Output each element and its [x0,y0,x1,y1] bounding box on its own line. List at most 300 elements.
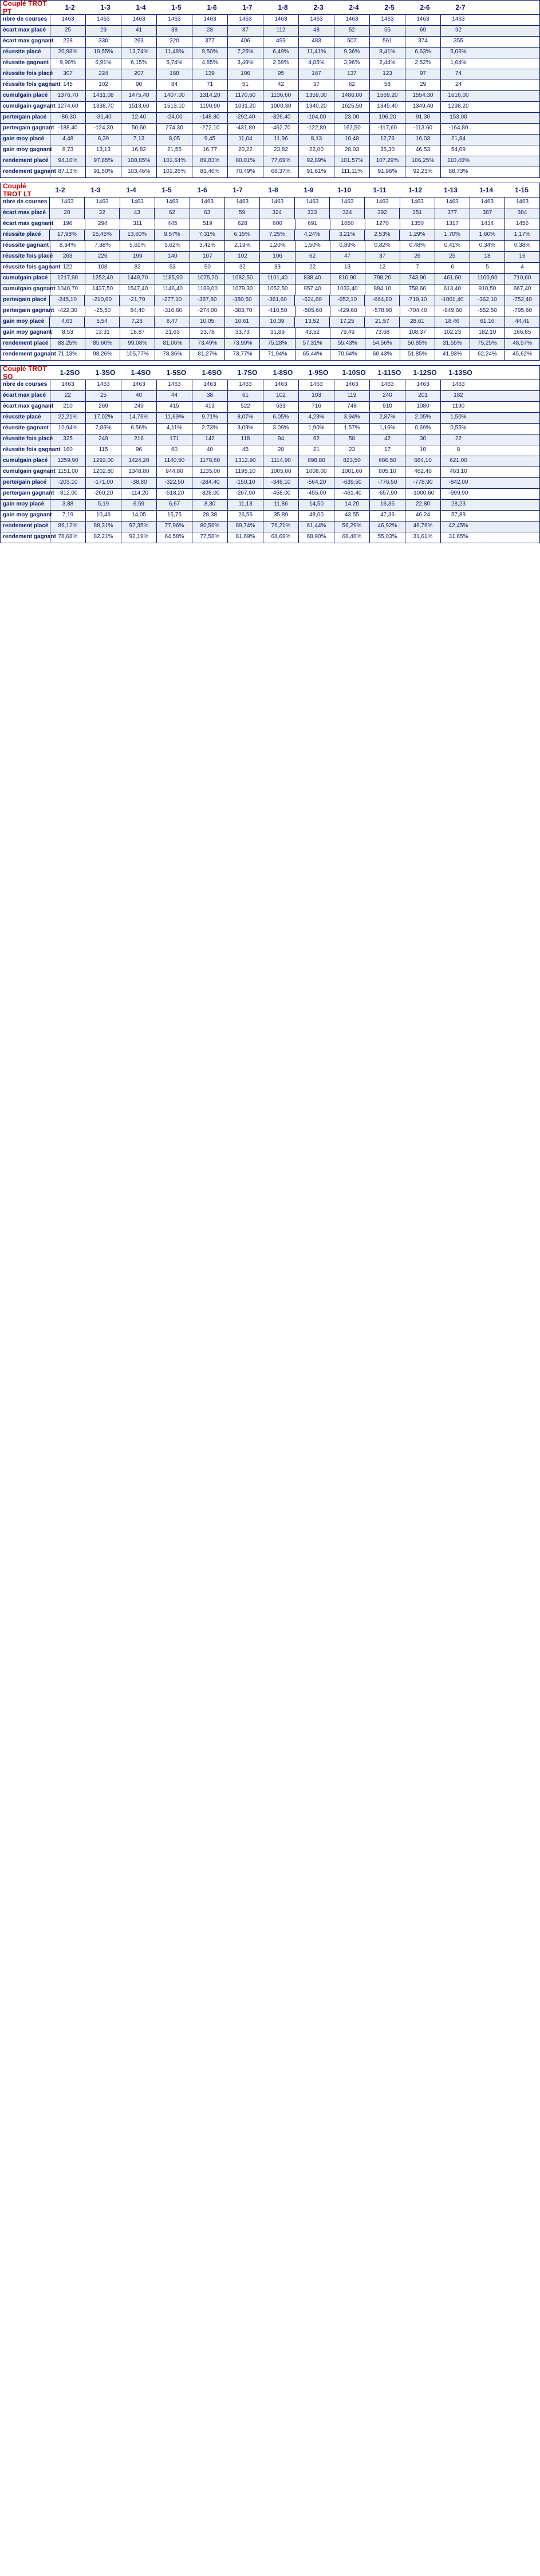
table-cell: 1463 [470,197,504,208]
table-cell: 14,50 [298,500,334,510]
table-cell: 102,23 [435,328,470,338]
table-cell: 21,63 [155,328,190,338]
table-cell: 216 [121,434,156,445]
table-cell: 20 [49,208,84,219]
section-title: Couplé TROT PT [3,0,47,15]
table-cell: 48 [298,26,334,36]
table-cell: 92,19% [121,532,156,543]
table-cell: 1463 [155,197,190,208]
table-cell: 5,54 [84,317,119,327]
table-cell: 1170,60 [227,91,263,101]
table-cell: 16,03 [405,135,440,145]
table-cell: 9,45 [192,135,227,145]
table-cell: -778,90 [405,478,440,488]
table-cell: -21,70 [119,295,154,306]
table-cell: 42 [263,80,298,90]
table-cell: 415 [156,402,192,412]
table-cell: 838,40 [295,274,330,284]
table-cell: 38 [192,391,227,401]
table-cell: 1101,40 [259,274,294,284]
row-label: réussite placé [3,49,41,55]
table-cell: 10,94% [50,424,85,434]
table-cell: -422,30 [50,306,85,317]
table-cell: 1463 [49,197,84,208]
table-cell: 48,57% [504,339,539,349]
table-cell: 31,89 [259,328,294,338]
table-cell: 103,46% [121,167,156,177]
table-cell: 50,85% [400,339,435,349]
row-label: gain moy placé [3,501,45,507]
table-cell: 1434 [470,219,504,230]
table-cell: 1052,50 [259,285,294,295]
table-cell: 8,05 [156,135,192,145]
table-cell: 1312,90 [227,456,263,467]
table-cell: 13,52 [294,317,329,327]
table-cell: 15,75 [156,511,192,521]
table-cell: -274,00 [190,306,224,317]
table-cell: 70,64% [330,350,365,360]
table-cell: -429,60 [330,306,365,317]
table-cell: 17 [369,445,405,456]
table-cell: 97 [405,69,440,80]
table-cell: 1475,40 [121,91,156,101]
table-cell: 1135,00 [192,467,227,477]
table-cell: 90 [121,80,156,90]
table-cell: 11,86 [263,500,298,510]
table-cell: 32 [224,263,259,273]
row-label: cumulgain placé [3,275,48,281]
table-cell: 743,90 [400,274,435,284]
table-cell: 92 [440,26,476,36]
row-label: écart max placé [3,392,46,398]
table-cell: 691 [295,219,330,230]
column-header: 1-9SO [308,369,329,377]
column-header: 1-15 [514,186,529,194]
table-cell: 1463 [156,380,192,390]
table-cell: 54,09 [440,145,476,156]
table-row [1,208,539,219]
table-cell: 19,55% [85,48,121,58]
table-cell: 18,46 [435,317,470,327]
table-cell: -188,40 [50,124,85,134]
row-label: nbre de courses [3,381,48,388]
table-cell: 5,06% [440,48,476,58]
table-cell: 7,13 [121,135,156,145]
table-cell: 51 [227,80,263,90]
table-cell: 1463 [259,197,294,208]
table-cell: 1463 [400,197,435,208]
table-cell: 1252,40 [85,274,120,284]
column-header: 2-6 [420,3,430,11]
table-cell: 47,36 [369,511,405,521]
table-cell: 249 [121,402,156,412]
section-header [0,0,540,14]
table-cell: 60 [156,445,192,456]
table-cell: 1298,20 [440,102,476,112]
table-cell: -431,80 [227,124,263,134]
row-label: nbre de courses [3,199,48,205]
table-cell: 68,46% [334,532,369,543]
table-cell: 7 [400,263,435,273]
row-label: cumulgain gagnant [3,103,56,109]
table-cell: 1463 [227,380,263,390]
table-cell: -24,00 [156,113,192,123]
table-cell: -104,00 [298,113,334,123]
table-cell: 2,44% [369,58,405,69]
table-row [1,145,539,156]
table-cell: 1340,20 [298,102,334,112]
table-cell: 4,23% [298,413,334,423]
table-cell: 0,89% [330,241,365,251]
table-cell: 81,06% [155,339,190,349]
table-cell: 11,41% [298,48,334,58]
table-cell: 1463 [224,197,259,208]
table-row [1,434,539,445]
table-cell: 92,23% [405,167,440,177]
table-cell: 1463 [405,15,440,25]
column-headers [52,369,539,377]
table-cell: 1,57% [334,424,369,434]
table-cell: 1274,60 [50,102,85,112]
column-header: 1-7 [242,3,253,11]
table-cell: 20,98% [50,48,85,58]
table-row [1,423,539,434]
table-cell: 6,39 [85,135,121,145]
table-cell: 406 [227,37,263,47]
table-cell: 1463 [84,197,119,208]
column-header: 1-8SO [273,369,293,377]
table-cell: 62 [154,208,189,219]
table-cell: 69 [405,26,440,36]
table-cell: 91,96% [369,167,405,177]
table-cell: -518,20 [156,489,192,499]
table-cell: 78,68% [50,532,85,543]
table-cell: 7,38% [85,241,120,251]
table-cell: -272,10 [192,124,227,134]
table-cell: 1625,50 [334,102,369,112]
table-cell: 71,13% [50,350,85,360]
table-cell: 1463 [334,380,369,390]
table-cell: -795,60 [504,306,539,317]
table-cell: 1569,20 [369,91,405,101]
table-cell: 823,50 [334,456,369,467]
table-cell: 710,60 [504,274,539,284]
row-label: écart max placé [3,210,46,216]
table-cell: 115 [85,445,121,456]
table-cell: 50 [190,263,224,273]
table-cell: 86,12% [50,521,85,532]
table-row [1,47,539,58]
table-cell: 80,56% [192,521,227,532]
table-cell: 8,34% [50,241,85,251]
table-cell: 22 [295,263,330,273]
table-cell: 37 [365,252,400,262]
table-cell: 1114,90 [263,456,298,467]
table-cell: 37 [298,80,334,90]
row-label: rendement gagnant [3,168,56,175]
table-cell: 79,49 [330,328,365,338]
table-cell: 106,25% [405,156,440,167]
table-row [1,167,539,177]
table-cell: 21,84 [440,135,476,145]
table-cell: 6,67 [156,500,192,510]
table-cell: 1,50% [440,413,476,423]
table-cell: 3,09% [227,424,263,434]
table-cell: 22,80 [405,500,440,510]
table-cell: 898,80 [298,456,334,467]
table-cell: 1463 [50,15,85,25]
table-cell: 168 [156,69,192,80]
table-cell: 11,04 [227,135,263,145]
table-cell: 91,61% [298,167,334,177]
table-cell: 0,34% [470,241,504,251]
table-cell: 4,11% [156,424,192,434]
table-cell: 77,96% [156,521,192,532]
table-cell: 25 [435,252,470,262]
table-cell: 1259,90 [50,456,85,467]
table-cell: 1463 [190,197,224,208]
table-cell: 13,60% [119,230,154,240]
table-cell: 1463 [294,197,329,208]
table-cell: 8,30 [192,500,227,510]
table-cell: 75,25% [470,339,504,349]
table-row [1,80,539,90]
table-row [1,532,539,543]
table-cell: -25,50 [85,306,120,317]
table-cell: 1456 [504,219,539,230]
table-cell: 1190 [440,402,476,412]
table-cell: 4,85% [298,58,334,69]
table-cell: -842,00 [440,478,476,488]
table-cell: 805,10 [369,467,405,477]
table-cell: 81,40% [192,167,227,177]
table-cell: 445 [155,219,190,230]
table-cell: 387 [470,208,504,219]
table-cell: 6,05% [263,413,298,423]
table-row [1,156,539,167]
table-cell: 1136,60 [263,91,298,101]
table-cell: 1178,60 [192,456,227,467]
table-cell: 333 [294,208,329,219]
table-cell: 561 [369,37,405,47]
table-cell: 23,78 [190,328,224,338]
table-cell: 153,00 [440,113,476,123]
table-cell: 392 [364,208,399,219]
table-cell: 28,23 [440,500,476,510]
table-cell: 3,94% [334,413,369,423]
table-cell: 20,22 [227,145,263,156]
table-cell: 1424,20 [121,456,156,467]
table-cell: 324 [329,208,364,219]
table-cell: 71,94% [259,350,294,360]
table-cell: 97,35% [121,521,156,532]
table-cell: 13 [330,263,365,273]
table-cell: 171 [156,434,192,445]
table-cell: 23,00 [334,113,369,123]
table-cell: 139 [192,69,227,80]
table-cell: 8 [440,445,476,456]
table-cell: -719,10 [399,295,434,306]
table-cell: 1345,40 [369,102,405,112]
table-cell: 0,82% [365,241,400,251]
table-cell: 96 [121,445,156,456]
table-cell: 330 [85,37,121,47]
table-cell: 94,10% [50,156,85,167]
column-header: 1-5 [171,3,182,11]
table-cell: 51,85% [400,350,435,360]
table-cell: 61,44% [298,521,334,532]
table-cell: 1,60% [470,230,504,240]
row-label: rendement gagnant [3,534,56,540]
table-cell: 1449,70 [120,274,155,284]
row-label: rendement placé [3,523,49,529]
table-cell: 35,30 [369,145,405,156]
table-cell: 461,60 [435,274,470,284]
table-row [1,219,539,230]
table-cell: 462,40 [405,467,440,477]
table-cell: 1314,20 [192,91,227,101]
table-cell: 240 [369,391,405,401]
table-cell: -387,80 [190,295,224,306]
table-cell: 52 [334,26,369,36]
table-row [1,401,539,412]
table-cell: -776,50 [369,478,405,488]
row-label: cumulgain placé [3,457,48,464]
table-cell: 7,19 [50,511,85,521]
table-cell: 53 [155,263,190,273]
table-cell: 50,60 [121,124,156,134]
table-cell: 10,48 [334,135,369,145]
section-spacer [0,543,540,548]
column-header: 2-3 [313,3,324,11]
table-row [1,284,539,295]
table-cell: 3,96% [334,58,369,69]
table-cell: 98,26% [85,350,120,360]
table-cell: 73,49% [190,339,224,349]
table-cell: 21 [298,445,334,456]
table-cell: 95 [263,69,298,80]
table-cell: 84,40 [120,306,155,317]
table-cell: 48,00 [298,511,334,521]
table-cell: 87,13% [50,167,85,177]
column-header: 1-13SO [448,369,472,377]
table-cell: -122,80 [298,124,334,134]
table-cell: 64,58% [156,532,192,543]
row-label: perte/gain placé [3,114,47,120]
table-cell: -1000,60 [405,489,440,499]
table-cell: 26,56 [227,511,263,521]
table-cell: 102 [85,80,121,90]
table-cell: 56,29% [334,521,369,532]
table-cell: 1,90% [298,424,334,434]
table-cell: -260,20 [85,489,121,499]
table-cell: 106 [227,69,263,80]
table-cell: -552,50 [470,306,504,317]
table-cell: 84 [156,80,192,90]
table-cell: 1189,00 [190,285,224,295]
table-cell: 249 [85,434,121,445]
table-row [1,230,539,240]
table-cell: 21,55 [156,145,192,156]
table-row [1,390,539,401]
table-cell: 107 [190,252,224,262]
table-cell: 910,50 [470,285,504,295]
table-row [1,295,539,306]
table-cell: -462,70 [263,124,298,134]
table-cell: 111,11% [334,167,369,177]
table-row [1,467,539,477]
table-cell: 307 [50,69,85,80]
table-cell: 13,31 [85,328,120,338]
table-row [1,123,539,134]
stats-section [0,183,540,365]
table-cell: 1033,40 [330,285,365,295]
table-cell: 758,60 [400,285,435,295]
table-row [1,349,539,360]
table-cell: 55,43% [330,339,365,349]
table-cell: -362,10 [470,295,504,306]
table-cell: 31,65% [440,532,476,543]
table-cell: 810,90 [330,274,365,284]
table-cell: 2,05% [405,413,440,423]
table-cell: -380,50 [224,295,259,306]
table-cell: 226 [85,252,120,262]
table-cell: 1407,00 [156,91,192,101]
table-cell: 46,92% [369,521,405,532]
table-cell: 110,46% [440,156,476,167]
table-cell: 6,15% [224,230,259,240]
table-cell: 377 [435,208,470,219]
column-header: 2-5 [384,3,395,11]
table-cell: 16 [504,252,539,262]
table-cell: 108,37 [400,328,435,338]
table-row [1,90,539,101]
table-cell: 17,25 [329,317,364,327]
section-title: Couplé TROT LT [3,182,31,198]
table-cell: 1463 [334,15,369,25]
table-cell: 107,29% [369,156,405,167]
column-header: 1-7SO [237,369,258,377]
table-cell: 101,57% [334,156,369,167]
table-cell: -150,10 [227,478,263,488]
table-cell: 1190,90 [192,102,227,112]
table-cell: 1217,90 [50,274,85,284]
table-cell: 100,85% [121,156,156,167]
row-label: réussite fois gagnant [3,264,61,270]
table-cell: -849,60 [435,306,470,317]
table-cell: 493 [263,37,298,47]
table-cell: 54,56% [365,339,400,349]
column-header: 1-12SO [413,369,437,377]
table-cell: 8,47 [154,317,189,327]
table-cell: 1463 [298,15,334,25]
table-cell: 21,57 [364,317,399,327]
table-cell: 91,50% [85,167,121,177]
table-cell: 10,05 [190,317,224,327]
table-cell: 7,86% [85,424,121,434]
row-label: écart max placé [3,27,46,33]
row-label: réussite fois placé [3,253,53,259]
table-cell: 483 [298,37,334,47]
table-cell: 8,13 [298,135,334,145]
table-cell: 1463 [121,15,156,25]
table-cell: -312,00 [50,489,85,499]
table-cell: 88,31% [85,521,121,532]
table-row [1,112,539,123]
table-cell: 8,53 [50,328,85,338]
table-cell: 210 [50,402,85,412]
table-cell: 22,00 [298,145,334,156]
